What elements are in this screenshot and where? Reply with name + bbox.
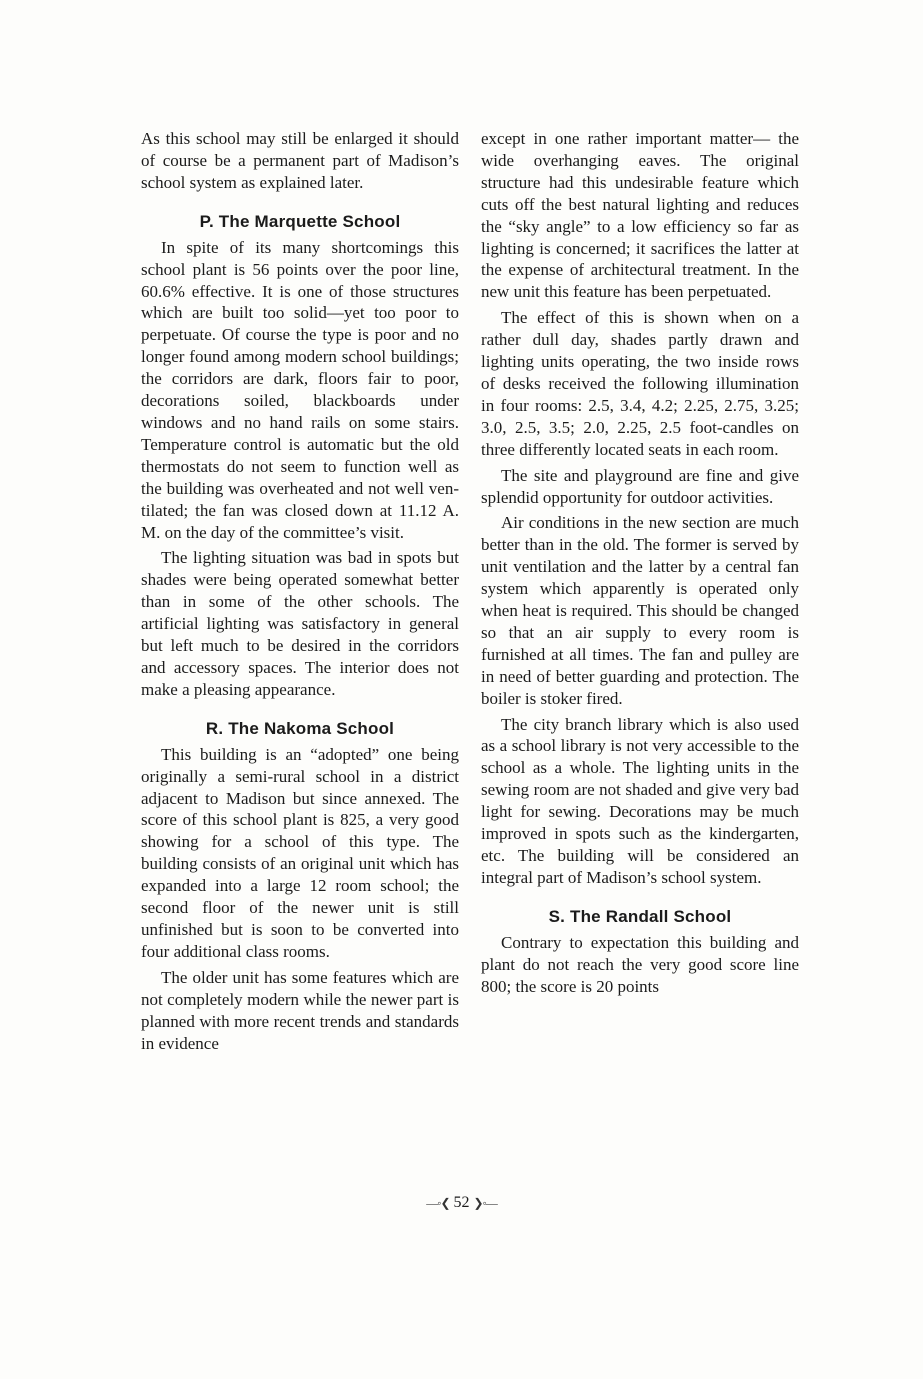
page-number	[0, 1193, 923, 1213]
paragraph: The lighting situation was bad in spots but shades were being operated somewhat better than in some of the other schools. The artificial lighting was satisfactory in general but left much to be desired in the corridors and accessory spaces. The interior does not make a pleasing appearance.	[141, 548, 459, 699]
paragraph: This building is an “adopted” one being originally a semi-rural school in a district adjacent to Madison but since annexed. The score of this school plant is 825, a very good showing for a school of this type. The building consists of an original unit which has expanded into a large 12 room school; the second floor of the newer unit is still unfinished but is soon to be converted into four additional class rooms.	[141, 744, 459, 961]
paragraph: The effect of this is shown when on a rather dull day, shades partly drawn and lighting units operating, the two inside rows of desks received the following illumination in four rooms: 2.5, 3.4, 4.2; 2.25, 2.75, 3.25; 3.0, 2.5, 3.5; 2.0, 2.25, 2.5 foot-candles on three differently located seats in each room.	[481, 308, 799, 459]
section-heading-randall: S. The Randall School	[548, 906, 732, 926]
ornament-right-icon: ❯◦—	[473, 1196, 497, 1210]
paragraph: Air conditions in the new section are much better than in the old. The former is served by unit ventilation and the latter by a central fan system which apparently is operated only when heat is required. This should be changed so that an air supply to every room is furnished at all times. The fan and pulley are in need of better guarding and protection. The boiler is stoker fired.	[481, 513, 799, 708]
paragraph: The older unit has some features which are not completely modern while the newer part is planned with more recent trends and standards in evidence	[141, 967, 459, 1053]
section-heading-nakoma: R. The Nakoma School	[205, 718, 395, 738]
left-column	[141, 128, 459, 1058]
section-heading-marquette: P. The Marquette School	[199, 211, 401, 231]
paragraph: except in one rather important matter— the wide overhanging eaves. The original structure had this undesirable feature which cuts off the best natural lighting and reduces the “sky angle” to a low efficiency so far as lighting is concerned; it sacrifices the latter at the expense of architectural treatment. In the new unit this feature has been perpetuated.	[481, 129, 799, 302]
paragraph: The city branch library which is also used as a school library is not very accessible to the school as a whole. The lighting units in the sewing room are not shaded and give very bad light for sewing. Decorations may be much improved in spots such as the kindergarten, etc. The building will be considered an integral part of Madison’s school system.	[481, 714, 799, 887]
right-column	[481, 128, 799, 1002]
paragraph: As this school may still be enlarged it should of course be a permanent part of Madison’s school system as explained later.	[141, 129, 459, 192]
ornament-left-icon: —◦❮	[426, 1196, 450, 1210]
page-number-value: 52	[453, 1194, 470, 1211]
paragraph: The site and playground are fine and give splendid opportunity for outdoor activities.	[481, 465, 799, 507]
paragraph: In spite of its many shortcomings this school plant is 56 points over the poor line, 60.6% effective. It is one of those structures which are built too solid—yet too poor to perpetuate. Of course the type is poor and no longer found among modern school buildings; the corridors are dark, floors fair to poor, decorations soiled, blackboards under windows and no hand rails on some stairs. Temperature control is automatic but the old thermostats do not seem to function well as the building was overheated and not well ventilated; the fan was closed down at 11.12 A. M. on the day of the committee’s visit.	[141, 237, 459, 542]
paragraph: Contrary to expectation this building and plant do not reach the very good score line 800; the score is 20 points	[481, 932, 799, 996]
